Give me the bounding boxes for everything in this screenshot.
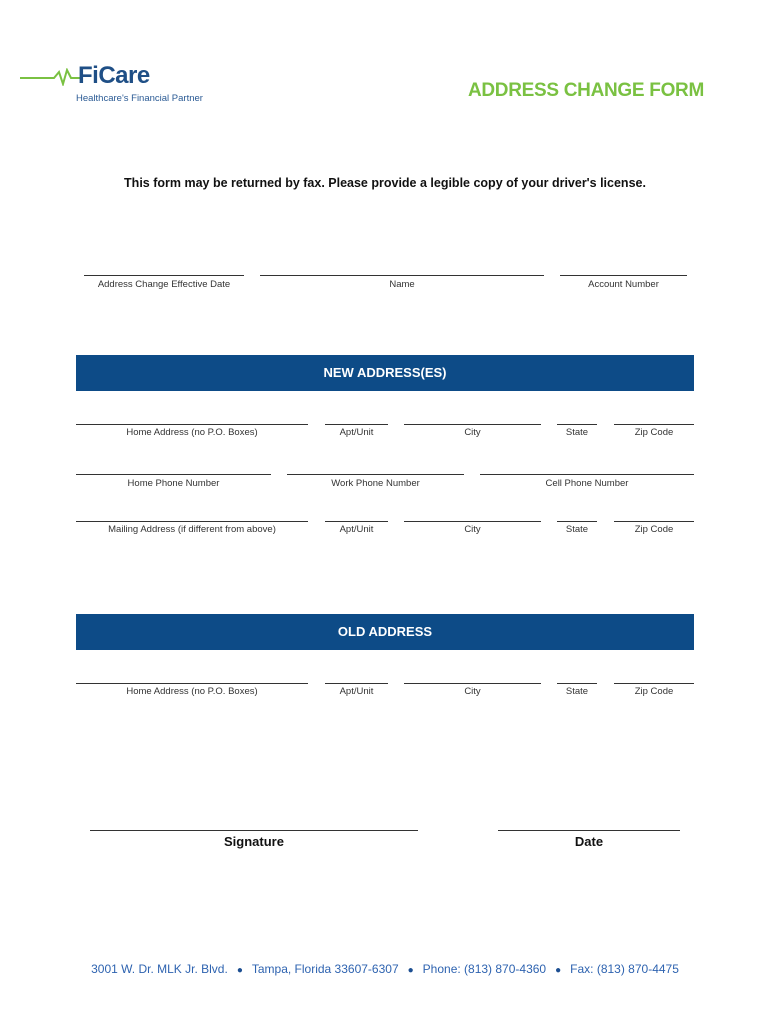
- new-apt-unit-label: Apt/Unit: [339, 427, 374, 438]
- bullet-icon: ●: [555, 965, 562, 976]
- mail-city-field[interactable]: [404, 521, 541, 522]
- effective-date-field[interactable]: [84, 275, 244, 276]
- home-phone-label: Home Phone Number: [127, 478, 220, 489]
- mail-state-field[interactable]: [557, 521, 597, 522]
- new-state-label: State: [565, 427, 589, 438]
- account-number-label: Account Number: [588, 279, 659, 290]
- footer-fax: Fax: (813) 870-4475: [570, 962, 679, 976]
- mail-zip-field[interactable]: [614, 521, 694, 522]
- signature-field[interactable]: [90, 830, 418, 831]
- new-apt-unit-field[interactable]: [325, 424, 388, 425]
- old-home-address-label: Home Address (no P.O. Boxes): [126, 686, 258, 697]
- old-apt-unit-label: Apt/Unit: [339, 686, 374, 697]
- old-city-field[interactable]: [404, 683, 541, 684]
- logo-tagline: Healthcare's Financial Partner: [76, 93, 203, 104]
- new-city-field[interactable]: [404, 424, 541, 425]
- ficare-logo: [20, 62, 220, 110]
- footer-city: Tampa, Florida 33607-6307: [251, 962, 399, 976]
- old-address-banner: OLD ADDRESS: [76, 614, 694, 650]
- mail-apt-unit-field[interactable]: [325, 521, 388, 522]
- mail-zip-label: Zip Code: [634, 524, 674, 535]
- new-state-field[interactable]: [557, 424, 597, 425]
- mail-state-label: State: [565, 524, 589, 535]
- footer-contact: [0, 962, 770, 976]
- new-home-address-field[interactable]: [76, 424, 308, 425]
- old-zip-field[interactable]: [614, 683, 694, 684]
- bullet-icon: ●: [236, 965, 243, 976]
- home-phone-field[interactable]: [76, 474, 271, 475]
- new-home-address-label: Home Address (no P.O. Boxes): [126, 427, 258, 438]
- new-address-banner: NEW ADDRESS(ES): [76, 355, 694, 391]
- new-city-label: City: [464, 427, 481, 438]
- old-apt-unit-field[interactable]: [325, 683, 388, 684]
- effective-date-label: Address Change Effective Date: [97, 279, 231, 290]
- name-label: Name: [389, 279, 415, 290]
- work-phone-label: Work Phone Number: [331, 478, 420, 489]
- footer-phone: Phone: (813) 870-4360: [422, 962, 547, 976]
- work-phone-field[interactable]: [287, 474, 464, 475]
- footer-street: 3001 W. Dr. MLK Jr. Blvd.: [91, 962, 228, 976]
- mailing-address-field[interactable]: [76, 521, 308, 522]
- form-title: ADDRESS CHANGE FORM: [467, 80, 704, 101]
- new-zip-label: Zip Code: [634, 427, 674, 438]
- logo-wordmark: FiCare: [78, 62, 150, 89]
- instruction-text: This form may be returned by fax. Please provide a legible copy of your driver's license.: [124, 176, 646, 190]
- mailing-address-label: Mailing Address (if different from above): [108, 524, 276, 535]
- old-city-label: City: [464, 686, 481, 697]
- account-number-field[interactable]: [560, 275, 687, 276]
- cell-phone-field[interactable]: [480, 474, 694, 475]
- old-state-label: State: [565, 686, 589, 697]
- old-zip-label: Zip Code: [634, 686, 674, 697]
- heartbeat-line-icon: [20, 68, 80, 86]
- bullet-icon: ●: [407, 965, 414, 976]
- date-field[interactable]: [498, 830, 680, 831]
- signature-label: Signature: [224, 834, 284, 849]
- mail-city-label: City: [464, 524, 481, 535]
- old-state-field[interactable]: [557, 683, 597, 684]
- old-home-address-field[interactable]: [76, 683, 308, 684]
- new-zip-field[interactable]: [614, 424, 694, 425]
- cell-phone-label: Cell Phone Number: [545, 478, 629, 489]
- name-field[interactable]: [260, 275, 544, 276]
- mail-apt-unit-label: Apt/Unit: [339, 524, 374, 535]
- date-label: Date: [574, 834, 604, 849]
